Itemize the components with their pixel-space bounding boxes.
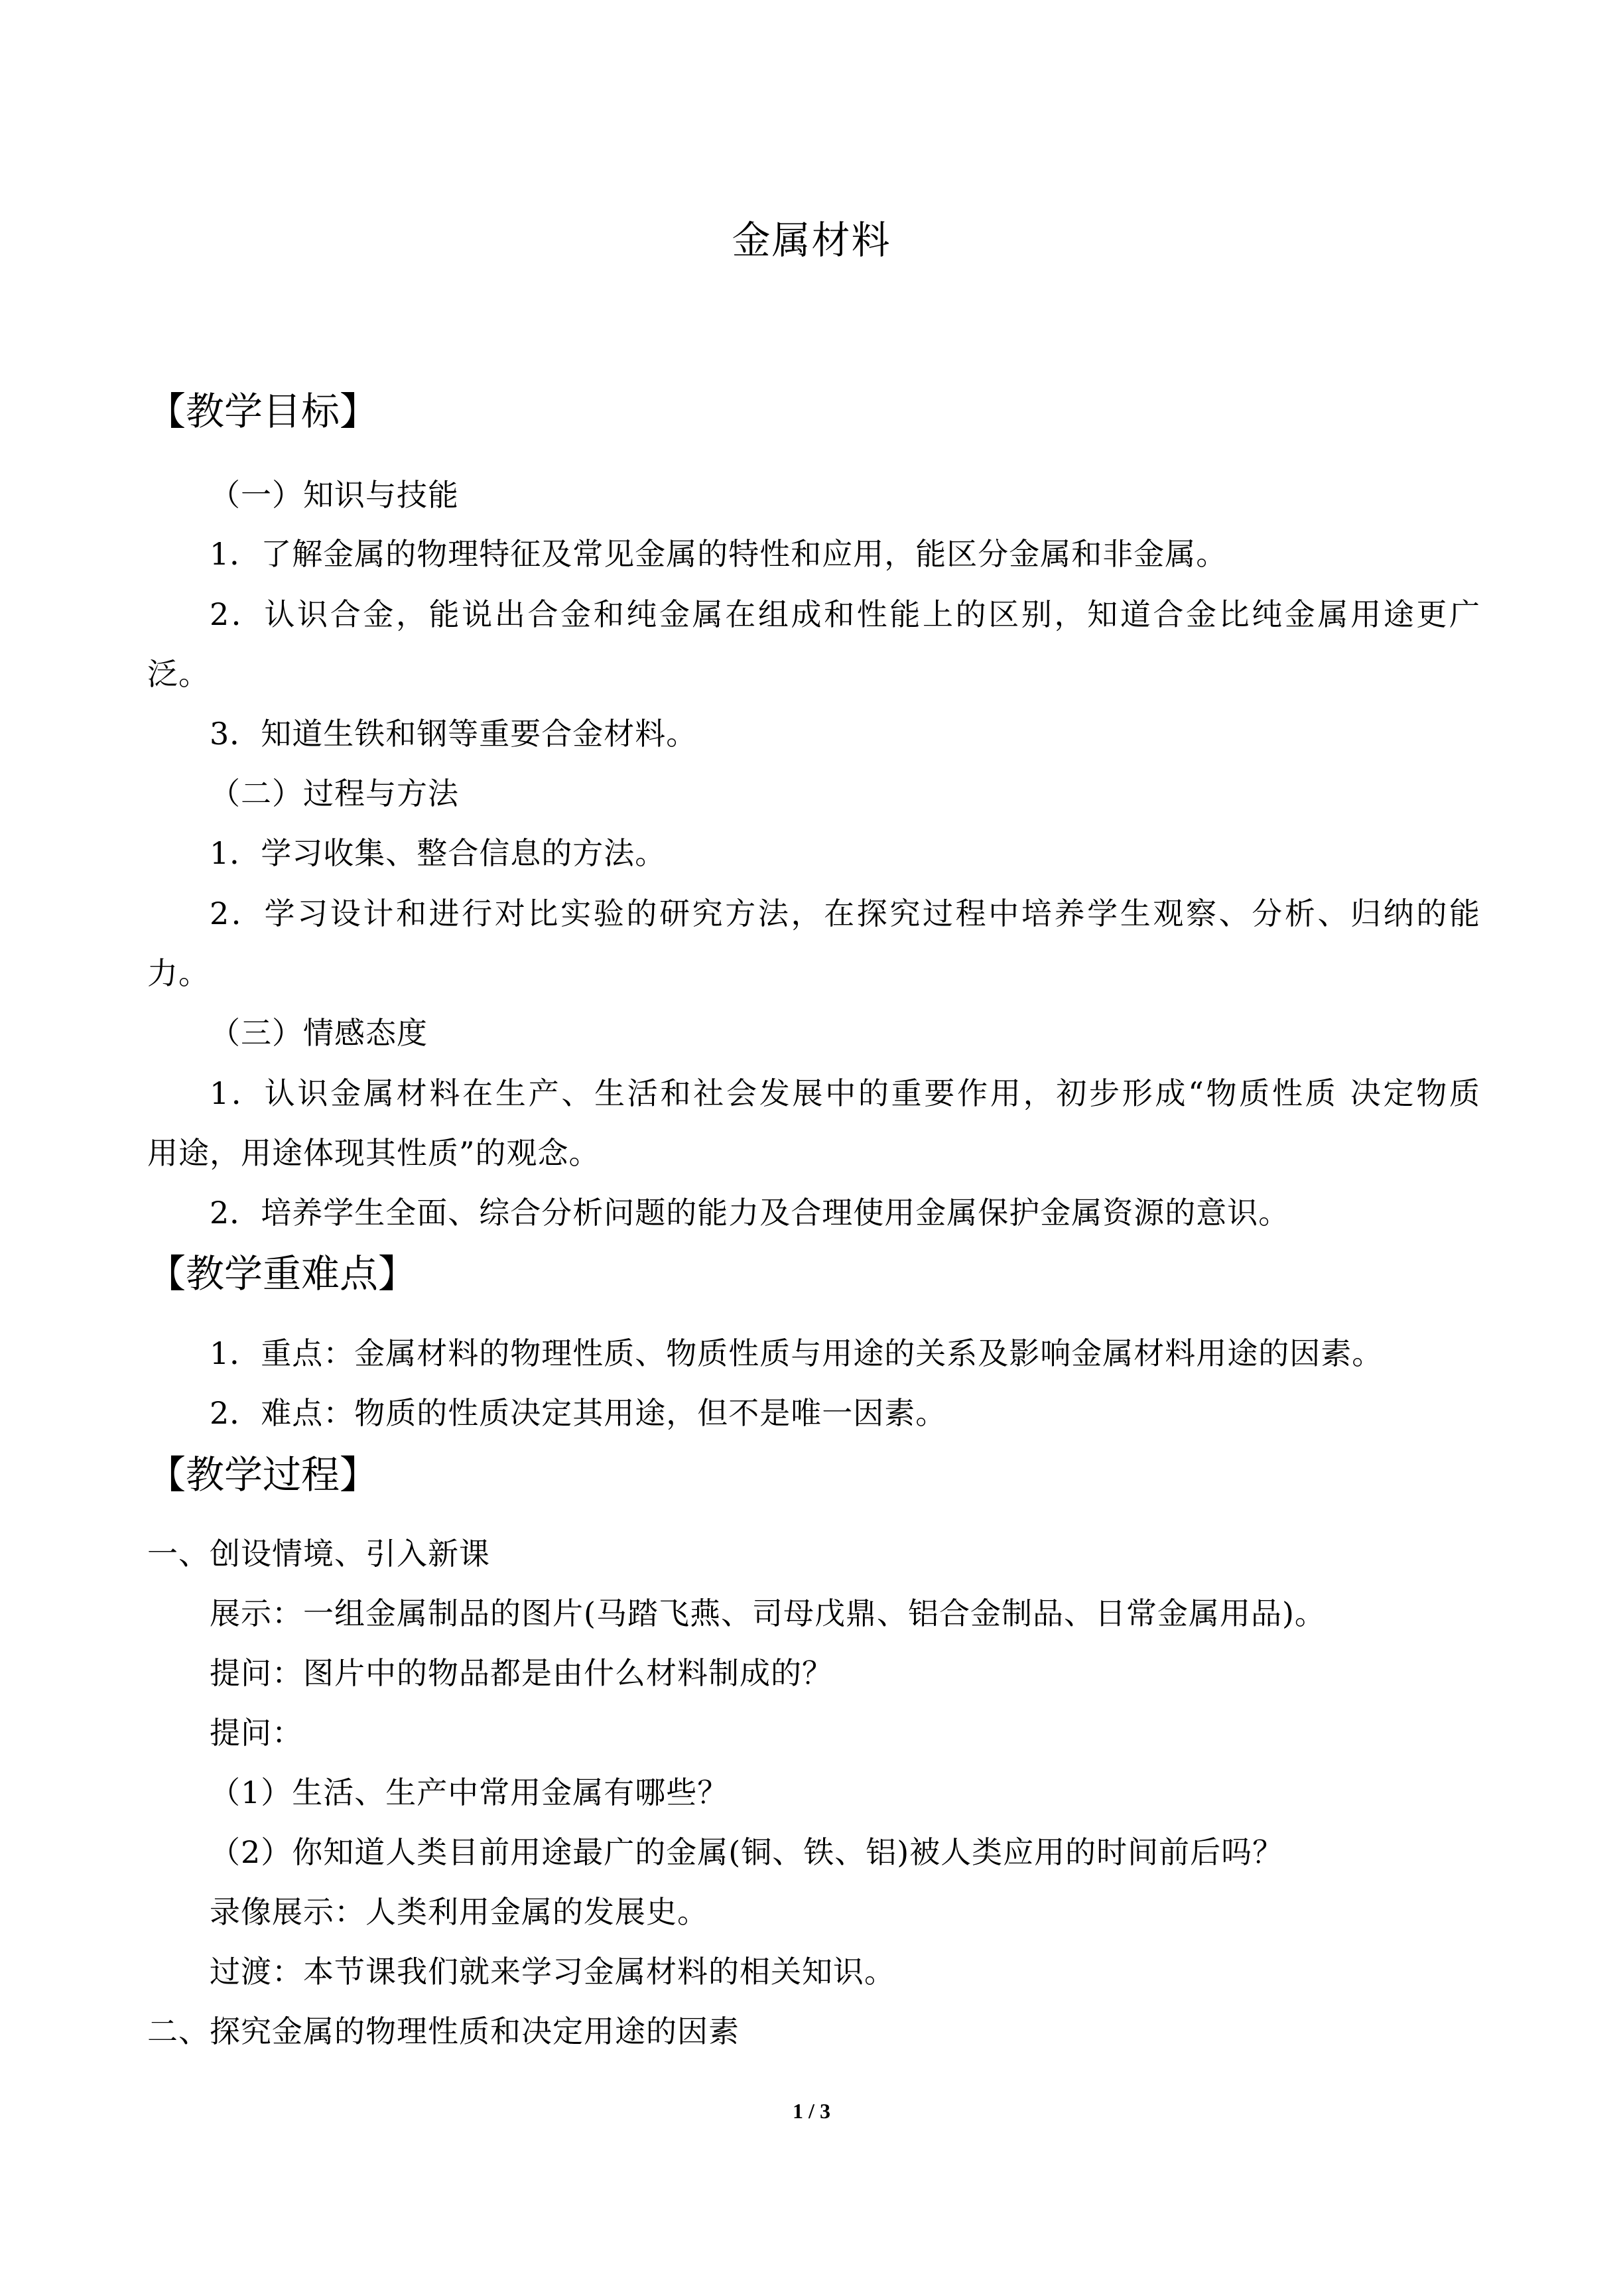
paragraph-line: 2．学习设计和进行对比实验的研究方法，在探究过程中培养学生观察、分析、归纳的能 xyxy=(210,896,1480,931)
section-heading-key-points: 【教学重难点】 xyxy=(147,1251,417,1296)
process-part2-heading: 二、探究金属的物理性质和决定用途的因素 xyxy=(147,2013,740,2049)
paragraph-line: 1．学习收集、整合信息的方法。 xyxy=(210,835,667,871)
paragraph-line: 过渡：本节课我们就来学习金属材料的相关知识。 xyxy=(210,1954,895,1990)
paragraph-line: 提问： xyxy=(210,1715,303,1751)
paragraph-line: 展示：一组金属制品的图片(马踏飞燕、司母戊鼎、铝合金制品、日常金属用品)。 xyxy=(210,1595,1326,1631)
paragraph-line: 3．知道生铁和钢等重要合金材料。 xyxy=(210,716,698,752)
process-part1-heading: 一、创设情境、引入新课 xyxy=(147,1536,490,1572)
paragraph-line: 1．认识金属材料在生产、生活和社会发展中的重要作用，初步形成“物质性质 决定物质 xyxy=(210,1075,1480,1111)
section-heading-objectives: 【教学目标】 xyxy=(147,389,379,434)
paragraph-line: 1．了解金属的物理特征及常见金属的特性和应用，能区分金属和非金属。 xyxy=(210,536,1228,572)
paragraph-line: 录像展示：人类利用金属的发展史。 xyxy=(210,1894,708,1930)
paragraph-line: 用途，用途体现其性质”的观念。 xyxy=(147,1135,600,1171)
subheading-emotion-attitude: （三）情感态度 xyxy=(210,1015,428,1051)
paragraph-line: 泛。 xyxy=(147,656,210,692)
document-title: 金属材料 xyxy=(732,218,891,263)
paragraph-line: 提问：图片中的物品都是由什么材料制成的？ xyxy=(210,1655,833,1691)
paragraph-line: （2）你知道人类目前用途最广的金属(铜、铁、铝)被人类应用的时间前后吗？ xyxy=(210,1834,1284,1870)
paragraph-line: 1．重点：金属材料的物理性质、物质性质与用途的关系及影响金属材料用途的因素。 xyxy=(210,1335,1384,1371)
paragraph-line: （1）生活、生产中常用金属有哪些？ xyxy=(210,1775,729,1810)
page-number: 1 / 3 xyxy=(793,2099,830,2123)
paragraph-line: 2．认识合金，能说出合金和纯金属在组成和性能上的区别，知道合金比纯金属用途更广 xyxy=(210,596,1480,632)
paragraph-line: 2．难点：物质的性质决定其用途，但不是唯一因素。 xyxy=(210,1395,947,1431)
subheading-knowledge-skills: （一）知识与技能 xyxy=(210,477,459,513)
subheading-process-methods: （二）过程与方法 xyxy=(210,776,459,811)
section-heading-process: 【教学过程】 xyxy=(147,1452,379,1497)
paragraph-line: 2．培养学生全面、综合分析问题的能力及合理使用金属保护金属资源的意识。 xyxy=(210,1195,1290,1231)
paragraph-line: 力。 xyxy=(147,955,210,991)
